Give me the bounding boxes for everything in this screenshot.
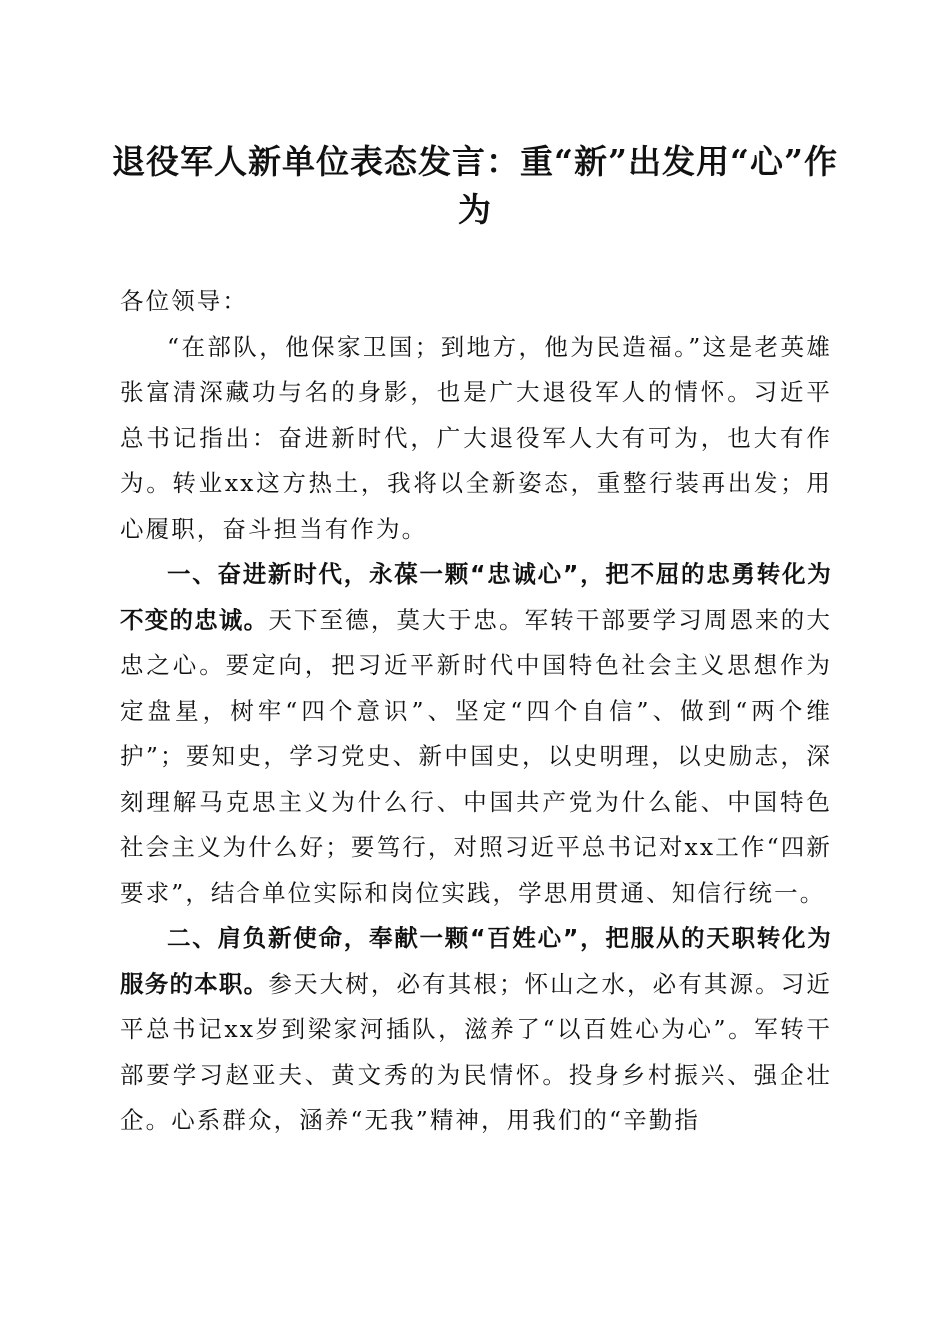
document-body xyxy=(120,279,832,1144)
section-text-2: 参天大树，必有其根；怀山之水，必有其源。习近平总书记xx岁到梁家河插队，滋养了“以百姓心为心”。军转干部要学习赵亚夫、黄文秀的为民情怀。投身乡村振兴、强企壮企。心系群众，涵养“无我”精神，用我们的“辛勤指 xyxy=(120,969,833,1134)
document-title: 退役军人新单位表态发言：重“新”出发用“心”作为 xyxy=(112,142,838,229)
section-paragraph-2 xyxy=(120,916,832,1144)
section-paragraph-1 xyxy=(120,552,832,916)
intro-paragraph: “在部队，他保家卫国；到地方，他为民造福。”这是老英雄张富清深藏功与名的身影，也是广大退役军人的情怀。习近平总书记指出：奋进新时代，广大退役军人大有可为，也大有作为。转业xx这方热土，我将以全新姿态，重整行装再出发；用心履职，奋斗担当有作为。 xyxy=(120,332,832,543)
salutation: 各位领导： xyxy=(120,287,248,315)
section-heading-2: 二、肩负新使命，奉献一颗“百姓心”，把服从的天职转化为服务的本职。 xyxy=(120,924,832,998)
section-text-1: 天下至德，莫大于忠。军转干部要学习周恩来的大忠之心。要定向，把习近平新时代中国特色社会主义思想作为定盘星，树牢“四个意识”、坚定“四个自信”、做到“两个维护”；要知史，学习党史、新中国史，以史明理，以史励志，深刻理解马克思主义为什么行、中国共产党为什么能、中国特色社会主义为什么好；要笃行，对照习近平总书记对xx工作“四新要求”，结合单位实际和岗位实践，学思用贯通、知信行统一。 xyxy=(120,605,833,907)
section-heading-1: 一、奋进新时代，永葆一颗“忠诚心”，把不屈的忠勇转化为不变的忠诚。 xyxy=(120,560,832,634)
